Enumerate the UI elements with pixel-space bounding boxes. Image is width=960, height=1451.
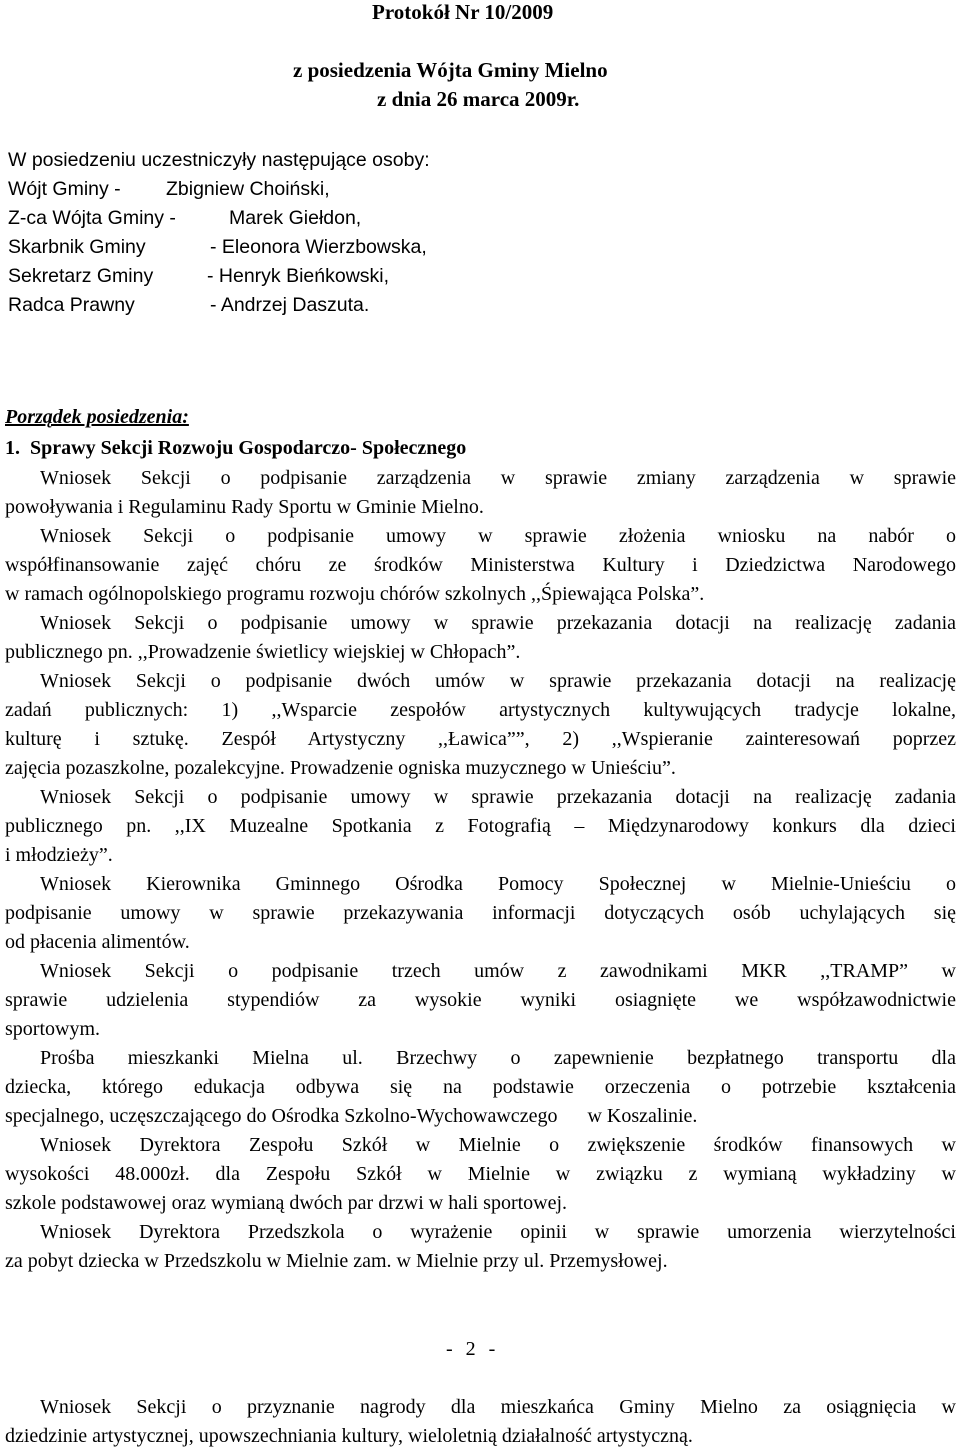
agenda-line: publicznego pn. ,,IX Muzealne Spotkania z Fotografią – Międzynarodowy konkurs dla dzieci xyxy=(5,815,956,837)
document-subtitle: z posiedzenia Wójta Gminy Mielno xyxy=(293,58,608,82)
attendance-intro: W posiedzeniu uczestniczyły następujące osoby: xyxy=(8,149,430,171)
agenda-line: za pobyt dziecka w Przedszkolu w Mielnie zam. w Mielnie przy ul. Przemysłowej. xyxy=(5,1250,668,1272)
agenda-line: i młodzieży”. xyxy=(5,844,113,866)
agenda-item-title: 1. Sprawy Sekcji Rozwoju Gospodarczo- Społecznego xyxy=(5,437,467,459)
agenda-line: publicznego pn. ,,Prowadzenie świetlicy wiejskiej w Chłopach”. xyxy=(5,641,521,663)
agenda-line: powoływania i Regulaminu Rady Sportu w Gminie Mielno. xyxy=(5,496,484,518)
attendee-role: Sekretarz Gminy xyxy=(8,265,154,287)
agenda-line: specjalnego, uczęszczającego do Ośrodka Szkolno-Wychowawczego w Koszalinie. xyxy=(5,1105,698,1127)
page2-line: Wniosek Sekcji o przyznanie nagrody dla mieszkańca Gminy Mielno za osiągnięcia w xyxy=(40,1396,956,1418)
agenda-line: od płacenia alimentów. xyxy=(5,931,190,953)
agenda-line: wysokości 48.000zł. dla Zespołu Szkół w Mielnie w związku z wymianą wykładziny w xyxy=(5,1163,956,1185)
agenda-line: szkole podstawowej oraz wymianą dwóch par drzwi w hali sportowej. xyxy=(5,1192,568,1214)
agenda-line: dziecka, którego edukacja odbywa się na podstawie orzeczenia o potrzebie kształcenia xyxy=(5,1076,956,1098)
agenda-line: Wniosek Sekcji o podpisanie umowy w sprawie złożenia wniosku na nabór o xyxy=(40,525,956,547)
agenda-line: sportowym. xyxy=(5,1018,100,1040)
attendee-name: - Eleonora Wierzbowska, xyxy=(210,236,427,258)
document-title: Protokół Nr 10/2009 xyxy=(372,0,554,24)
agenda-line: Wniosek Dyrektora Zespołu Szkół w Mielnie o zwiększenie środków finansowych w xyxy=(40,1134,956,1156)
agenda-line: Wniosek Kierownika Gminnego Ośrodka Pomocy Społecznej w Mielnie-Unieściu o xyxy=(40,873,956,895)
agenda-line: Wniosek Sekcji o podpisanie trzech umów z zawodnikami MKR ,,TRAMP” w xyxy=(40,960,956,982)
agenda-line: Wniosek Sekcji o podpisanie zarządzenia w sprawie zmiany zarządzenia w sprawie xyxy=(40,467,956,489)
page-number: - 2 - xyxy=(446,1338,496,1360)
attendee-name: Zbigniew Choiński, xyxy=(166,178,330,200)
agenda-heading: Porządek posiedzenia: xyxy=(5,406,189,428)
attendee-name: Marek Giełdon, xyxy=(229,207,362,229)
agenda-line: kulturę i sztukę. Zespół Artystyczny ,,Ławica””, 2) ,,Wspieranie zainteresowań poprzez xyxy=(5,728,956,750)
attendee-role: Wójt Gminy - xyxy=(8,178,121,200)
attendee-role: Z-ca Wójta Gminy - xyxy=(8,207,176,229)
agenda-line: podpisanie umowy w sprawie przekazywania informacji dotyczących osób uchylających się xyxy=(5,902,956,924)
agenda-line: Wniosek Sekcji o podpisanie umowy w sprawie przekazania dotacji na realizację zadania xyxy=(40,786,956,808)
agenda-line: współfinansowanie zajęć chóru ze środków Ministerstwa Kultury i Dziedzictwa Narodowego xyxy=(5,554,956,576)
agenda-line: zajęcia pozaszkolne, pozalekcyjne. Prowadzenie ogniska muzycznego w Unieściu”. xyxy=(5,757,676,779)
agenda-line: Wniosek Dyrektora Przedszkola o wyrażenie opinii w sprawie umorzenia wierzytelności xyxy=(40,1221,956,1243)
attendee-role: Skarbnik Gminy xyxy=(8,236,146,258)
agenda-line: Wniosek Sekcji o podpisanie umowy w sprawie przekazania dotacji na realizację zadania xyxy=(40,612,956,634)
page2-line: dziedzinie artystycznej, upowszechniania kultury, wieloletnią działalność artystyczną. xyxy=(5,1425,693,1447)
attendee-role: Radca Prawny xyxy=(8,294,135,316)
agenda-line: Wniosek Sekcji o podpisanie dwóch umów w sprawie przekazania dotacji na realizację xyxy=(40,670,956,692)
attendee-name: - Henryk Bieńkowski, xyxy=(207,265,390,287)
agenda-line: zadań publicznych: 1) ,,Wsparcie zespołów artystycznych kultywujących tradycje lokalne, xyxy=(5,699,956,721)
attendee-name: - Andrzej Daszuta. xyxy=(210,294,370,316)
agenda-line: w ramach ogólnopolskiego programu rozwoju chórów szkolnych ,,Śpiewająca Polska”. xyxy=(5,583,705,605)
agenda-line: Prośba mieszkanki Mielna ul. Brzechwy o zapewnienie bezpłatnego transportu dla xyxy=(40,1047,956,1069)
agenda-line: sprawie udzielenia stypendiów za wysokie wyniki osiagnięte we współzawodnictwie xyxy=(5,989,956,1011)
document-date: z dnia 26 marca 2009r. xyxy=(377,87,580,111)
